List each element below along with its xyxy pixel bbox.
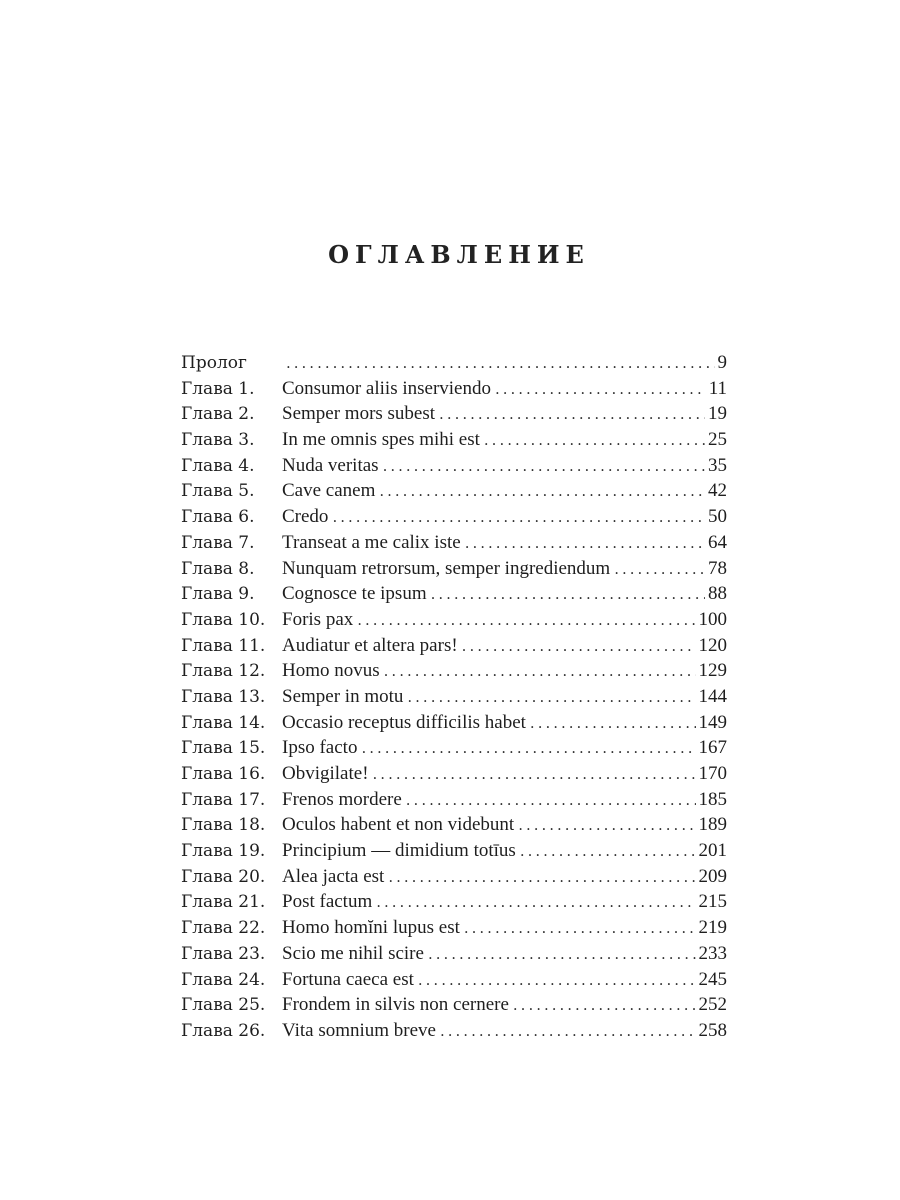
toc-dot-leader bbox=[428, 942, 696, 968]
toc-entry-page-number: 201 bbox=[698, 840, 727, 862]
toc-entry-page-number: 100 bbox=[698, 608, 727, 630]
toc-entry-page-number: 258 bbox=[698, 1019, 727, 1041]
toc-entry-page-number: 245 bbox=[698, 968, 727, 990]
toc-entry-label: Глава 2. bbox=[181, 404, 255, 425]
toc-entry bbox=[181, 889, 727, 915]
toc-entry bbox=[181, 453, 727, 479]
toc-entry-page-number: 252 bbox=[698, 994, 727, 1016]
toc-entry bbox=[181, 633, 727, 659]
toc-entry-title: Occasio receptus difficilis habet bbox=[282, 711, 526, 733]
toc-dot-leader bbox=[379, 479, 705, 505]
toc-entry-page-number: 88 bbox=[708, 583, 727, 605]
toc-dot-leader bbox=[361, 736, 695, 762]
toc-entry-page-number: 129 bbox=[698, 660, 727, 682]
toc-entry bbox=[181, 427, 727, 453]
toc-entry-page-number: 120 bbox=[698, 634, 727, 656]
toc-entry-label: Глава 20. bbox=[181, 866, 266, 887]
toc-entry bbox=[181, 1018, 727, 1044]
toc-entry bbox=[181, 376, 727, 402]
toc-entry-title: Alea jacta est bbox=[282, 865, 385, 887]
toc-dot-leader bbox=[530, 711, 696, 737]
toc-entry-page-number: 219 bbox=[698, 917, 727, 939]
toc-entry-page-number: 215 bbox=[698, 891, 727, 913]
toc-entry-label: Глава 18. bbox=[181, 815, 266, 836]
toc-entry-label: Глава 15. bbox=[181, 738, 266, 759]
toc-dot-leader bbox=[376, 890, 695, 916]
toc-entry-page-number: 64 bbox=[708, 531, 727, 553]
toc-dot-leader bbox=[518, 813, 695, 839]
toc-dot-leader bbox=[373, 762, 696, 788]
toc-dot-leader bbox=[431, 582, 705, 608]
toc-entry bbox=[181, 684, 727, 710]
toc-entry-title: Frondem in silvis non cernere bbox=[282, 994, 509, 1016]
toc-entry-title: Audiatur et altera pars! bbox=[282, 634, 458, 656]
toc-dot-leader bbox=[418, 968, 696, 994]
toc-dot-leader bbox=[464, 916, 696, 942]
toc-entry-title: Cognosce te ipsum bbox=[282, 583, 427, 605]
toc-dot-leader bbox=[520, 839, 696, 865]
toc-dot-leader bbox=[407, 685, 695, 711]
toc-entry-page-number: 149 bbox=[698, 711, 727, 733]
toc-dot-leader bbox=[465, 531, 705, 557]
toc-entry-label: Пролог bbox=[181, 353, 247, 373]
toc-entry-label: Глава 5. bbox=[181, 481, 255, 502]
toc-entry bbox=[181, 530, 727, 556]
toc-dot-leader bbox=[332, 505, 705, 531]
toc-entry bbox=[181, 864, 727, 890]
toc-entry bbox=[181, 504, 727, 530]
table-of-contents bbox=[181, 350, 727, 1044]
toc-entry-page-number: 9 bbox=[717, 352, 727, 373]
toc-entry-title: Transeat a me calix iste bbox=[282, 531, 461, 553]
toc-dot-leader bbox=[286, 351, 715, 377]
toc-entry-title: Fortuna caeca est bbox=[282, 968, 414, 990]
toc-entry bbox=[181, 967, 727, 993]
toc-entry-page-number: 50 bbox=[708, 506, 727, 528]
toc-entry-label: Глава 10. bbox=[181, 609, 266, 630]
toc-entry-page-number: 42 bbox=[708, 480, 727, 502]
toc-entry bbox=[181, 581, 727, 607]
toc-entry-label: Глава 14. bbox=[181, 712, 266, 733]
toc-entry-title: Ipso facto bbox=[282, 737, 358, 759]
toc-entry bbox=[181, 838, 727, 864]
toc-entry-page-number: 189 bbox=[698, 814, 727, 836]
toc-entry-title: Frenos mordere bbox=[282, 788, 402, 810]
toc-entry bbox=[181, 915, 727, 941]
toc-entry-page-number: 167 bbox=[698, 737, 727, 759]
toc-entry-page-number: 35 bbox=[708, 454, 727, 476]
toc-entry bbox=[181, 812, 727, 838]
page-title: ОГЛАВЛЕНИЕ bbox=[328, 240, 590, 269]
toc-entry-label: Глава 25. bbox=[181, 995, 266, 1016]
toc-entry-label: Глава 8. bbox=[181, 558, 255, 579]
toc-dot-leader bbox=[439, 402, 705, 428]
toc-entry bbox=[181, 350, 727, 376]
toc-entry-title: Foris pax bbox=[282, 608, 354, 630]
toc-entry-label: Глава 11. bbox=[181, 635, 266, 656]
toc-entry-label: Глава 16. bbox=[181, 764, 266, 784]
toc-entry-title: Scio me nihil scire bbox=[282, 942, 424, 964]
toc-entry-title: Consumor aliis inserviendo bbox=[282, 377, 491, 399]
toc-entry bbox=[181, 992, 727, 1018]
toc-entry-title: Semper mors subest bbox=[282, 403, 436, 425]
toc-entry-label: Глава 9. bbox=[181, 584, 255, 605]
toc-entry-page-number: 185 bbox=[698, 788, 727, 810]
toc-entry-page-number: 11 bbox=[708, 377, 727, 399]
toc-entry bbox=[181, 478, 727, 504]
toc-entry-title: Principium — dimidium totīus bbox=[282, 840, 516, 862]
toc-entry-label: Глава 22. bbox=[181, 918, 266, 939]
toc-dot-leader bbox=[462, 634, 696, 660]
toc-entry-label: Глава 3. bbox=[181, 430, 255, 451]
toc-entry-page-number: 25 bbox=[708, 429, 727, 451]
toc-entry-label: Глава 19. bbox=[181, 841, 266, 862]
toc-entry bbox=[181, 787, 727, 813]
toc-entry-title: Nuda veritas bbox=[282, 454, 379, 476]
toc-entry-title: In me omnis spes mihi est bbox=[282, 429, 480, 451]
toc-entry bbox=[181, 607, 727, 633]
toc-entry-label: Глава 4. bbox=[181, 455, 255, 476]
toc-entry bbox=[181, 761, 727, 787]
toc-entry-title: Vita somnium breve bbox=[282, 1019, 436, 1041]
toc-dot-leader bbox=[383, 454, 705, 480]
toc-entry-label: Глава 7. bbox=[181, 532, 255, 553]
toc-entry bbox=[181, 401, 727, 427]
toc-entry-title: Homo novus bbox=[282, 660, 380, 682]
toc-entry-label: Глава 21. bbox=[181, 892, 266, 913]
toc-entry-label: Глава 26. bbox=[181, 1020, 266, 1041]
toc-entry bbox=[181, 710, 727, 736]
toc-dot-leader bbox=[614, 557, 705, 583]
toc-entry-title: Post factum bbox=[282, 891, 373, 913]
toc-entry-page-number: 78 bbox=[708, 557, 727, 579]
toc-entry-page-number: 209 bbox=[698, 865, 727, 887]
toc-entry-page-number: 19 bbox=[708, 403, 727, 425]
toc-entry-title: Oculos habent et non videbunt bbox=[282, 814, 515, 836]
toc-entry-title: Credo bbox=[282, 506, 329, 528]
toc-entry-label: Глава 13. bbox=[181, 686, 266, 707]
toc-entry bbox=[181, 735, 727, 761]
toc-entry-label: Глава 1. bbox=[181, 378, 255, 399]
toc-entry-title: Cave canem bbox=[282, 480, 376, 502]
toc-dot-leader bbox=[495, 377, 706, 403]
toc-dot-leader bbox=[513, 993, 696, 1019]
toc-dot-leader bbox=[388, 865, 695, 891]
toc-dot-leader bbox=[357, 608, 695, 634]
toc-entry-title: Obvigilate! bbox=[282, 763, 369, 784]
toc-dot-leader bbox=[384, 659, 696, 685]
toc-entry-title: Homo homĭni lupus est bbox=[282, 917, 460, 939]
toc-entry-label: Глава 24. bbox=[181, 969, 266, 990]
toc-entry-label: Глава 23. bbox=[181, 943, 266, 964]
toc-entry bbox=[181, 658, 727, 684]
toc-entry-page-number: 170 bbox=[698, 763, 727, 784]
toc-entry bbox=[181, 941, 727, 967]
toc-entry-label: Глава 17. bbox=[181, 789, 266, 810]
toc-dot-leader bbox=[484, 428, 705, 454]
toc-entry bbox=[181, 556, 727, 582]
toc-dot-leader bbox=[406, 788, 696, 814]
toc-entry-title: Nunquam retrorsum, semper ingrediendum bbox=[282, 557, 611, 579]
toc-entry-label: Глава 12. bbox=[181, 661, 266, 682]
toc-entry-title: Semper in motu bbox=[282, 685, 404, 707]
toc-entry-page-number: 144 bbox=[698, 685, 727, 707]
toc-entry-label: Глава 6. bbox=[181, 507, 255, 528]
toc-dot-leader bbox=[440, 1019, 696, 1045]
toc-entry-page-number: 233 bbox=[698, 942, 727, 964]
